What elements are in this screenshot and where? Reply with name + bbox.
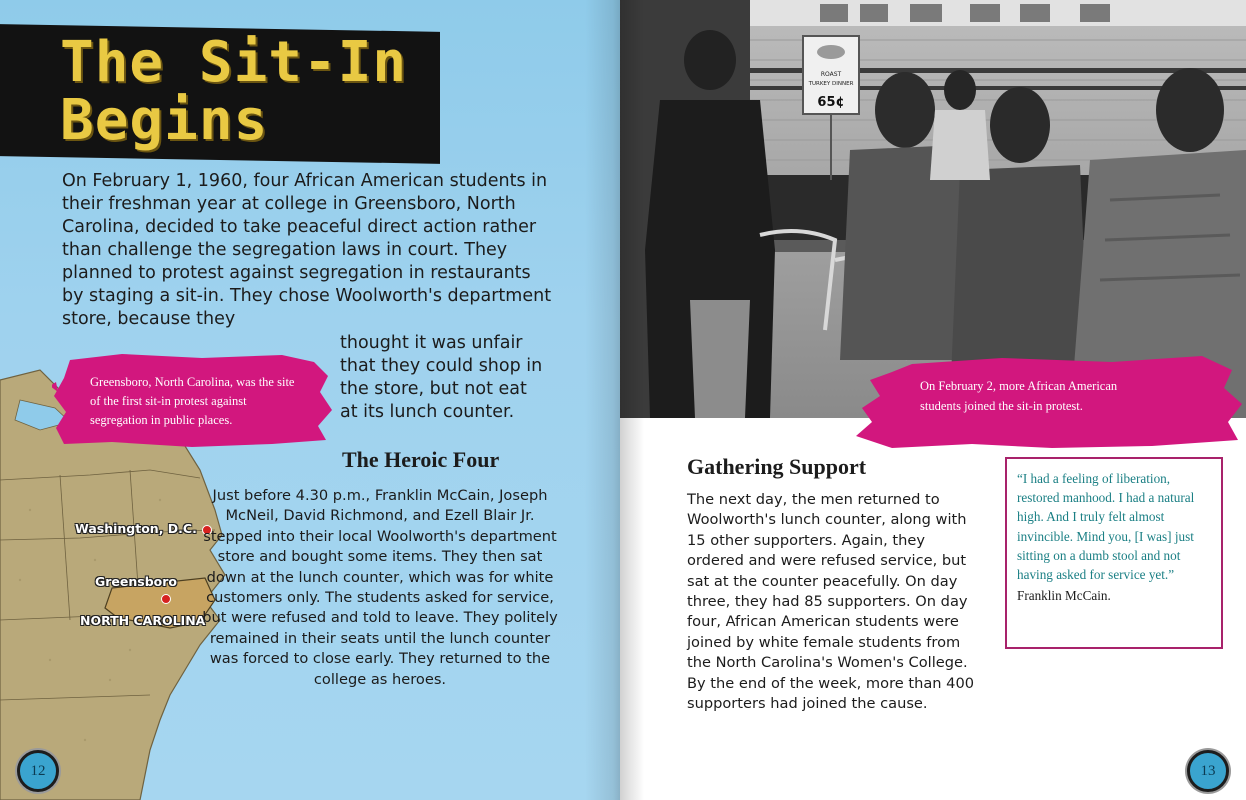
right-page — [620, 0, 1246, 800]
title-line-2: Begins — [60, 88, 269, 153]
photo-caption: On February 2, more African American students joined the sit-in protest. — [920, 379, 1118, 413]
quote-text: “I had a feeling of liberation, restored manhood. I had a natural high. And I truly felt almost invincible. Mind you, [I was] just sitting on a dumb stool and not having asked for service yet.” — [1017, 471, 1195, 583]
sign-price: 65¢ — [817, 95, 845, 110]
sign-line-2: TURKEY DINNER — [808, 81, 854, 87]
map-label-washington: Washington, D.C. — [75, 521, 197, 536]
heroic-four-paragraph: Just before 4.30 p.m., Franklin McCain, Joseph McNeil, David Richmond, and Ezell Blair Jr. stepped into their local Woolworth's department store and bought some items. They then sat down at the lunch counter, which was for white customers only. The students asked for service, but were refused and told to leave. They politely remained in their seats until the lunch counter was forced to close early. They returned to the college as heroes. — [202, 487, 558, 688]
intro-paragraph: On February 1, 1960, four African American students in their freshman year at college in Greensboro, North Carolina, decided to take peaceful direct action rather than challenge the segregation laws in court. They planned to protest against segregation in restaurants by staging a sit-in. They chose Woolworth's department store, because they — [62, 171, 552, 329]
page-number-right: 13 — [1200, 762, 1216, 779]
title-line-1: The Sit-In — [60, 30, 408, 95]
sign-line-1: ROAST — [820, 71, 842, 78]
spine-shadow-right — [620, 0, 644, 800]
page-number-left: 12 — [30, 762, 46, 779]
section-heading-gathering-support: Gathering Support — [687, 454, 867, 479]
map-caption: Greensboro, North Carolina, was the site of the first sit-in protest against segregation in public places. — [90, 375, 295, 427]
quote-author: Franklin McCain. — [1017, 588, 1111, 604]
page-title — [60, 30, 430, 153]
gathering-support-paragraph: The next day, the men returned to Woolworth's lunch counter, along with 15 other supporters. Again, they ordered and were refused service, but sat at the counter peacefully. On day three, they had 85 supporters. On day four, African American students were joined by white female students from the North Carolina's Women's College. By the end of the week, more than 400 supporters had joined the cause. — [687, 491, 975, 713]
intro-paragraph-continued: thought it was unfair that they could shop in the store, but not eat at its lunch counter. — [340, 333, 543, 422]
page-number-badge-right — [1187, 750, 1229, 792]
spine-shadow-left — [585, 0, 620, 800]
map-label-greensboro: Greensboro — [95, 574, 178, 589]
section-heading-heroic-four: The Heroic Four — [342, 447, 500, 472]
left-page — [0, 0, 620, 800]
greensboro-marker-icon — [161, 594, 171, 604]
page-number-badge-left — [17, 750, 59, 792]
map-label-north-carolina: NORTH CAROLINA — [80, 613, 206, 628]
quote-box — [1005, 457, 1223, 649]
